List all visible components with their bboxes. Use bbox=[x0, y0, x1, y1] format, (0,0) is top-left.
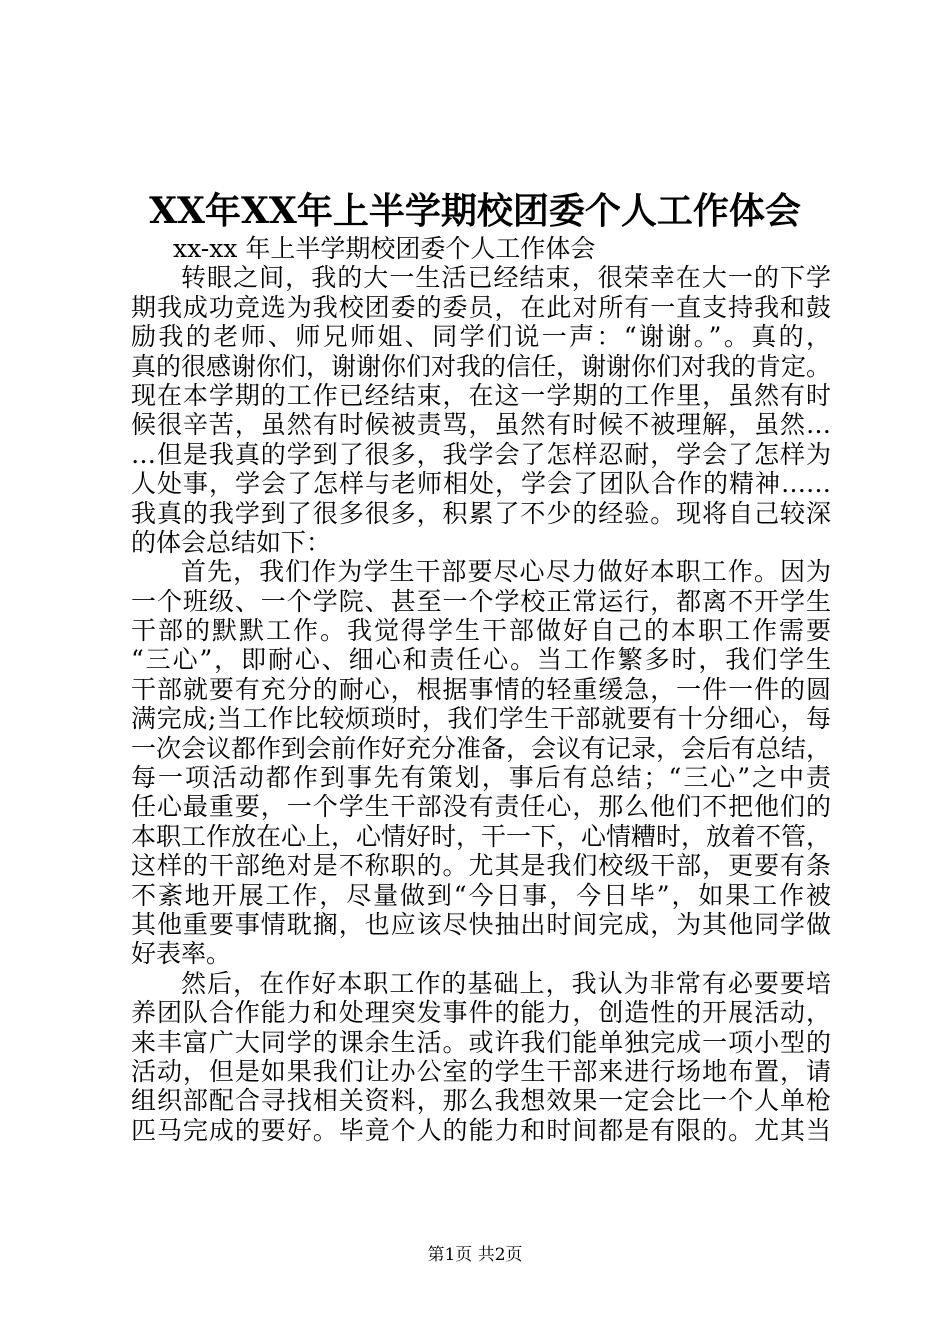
text-line: 我真的我学到了很多很多，积累了不少的经验。现将自己较深 bbox=[131, 498, 831, 528]
text-line: 励我的老师、师兄师姐、同学们说一声：“谢谢。”。真的， bbox=[131, 322, 831, 352]
text-line: “三心”，即耐心、细心和责任心。当工作繁多时，我们学生 bbox=[131, 645, 831, 675]
text-line: 养团队合作能力和处理突发事件的能力，创造性的开展活动， bbox=[131, 998, 831, 1028]
page-number: 第1页 共2页 bbox=[427, 1245, 523, 1265]
text-line: 转眼之间，我的大一生活已经结束，很荣幸在大一的下学 bbox=[181, 263, 831, 293]
document-body bbox=[131, 234, 831, 1145]
text-line: 活动，但是如果我们让办公室的学生干部来进行场地布置，请 bbox=[131, 1056, 831, 1086]
text-line: 干部就要有充分的耐心，根据事情的轻重缓急，一件一件的圆 bbox=[131, 674, 831, 704]
document-title: XX年XX年上半学期校团委个人工作体会 bbox=[149, 190, 801, 232]
text-line: 人处事，学会了怎样与老师相处，学会了团队合作的精神…… bbox=[131, 469, 831, 499]
text-line: 满完成;当工作比较烦琐时，我们学生干部就要有十分细心，每 bbox=[131, 704, 831, 734]
text-line: …但是我真的学到了很多，我学会了怎样忍耐，学会了怎样为 bbox=[131, 439, 831, 469]
document-subtitle: xx-xx 年上半学期校团委个人工作体会 bbox=[173, 234, 596, 263]
text-line: 一次会议都作到会前作好充分准备，会议有记录，会后有总结， bbox=[131, 733, 831, 763]
text-line: 干部的默默工作。我觉得学生干部做好自己的本职工作需要 bbox=[131, 616, 831, 646]
text-line: 来丰富广大同学的课余生活。或许我们能单独完成一项小型的 bbox=[131, 1027, 831, 1057]
text-line: 本职工作放在心上，心情好时，干一下，心情糟时，放着不管， bbox=[131, 821, 831, 851]
text-line: 好表率。 bbox=[131, 939, 232, 969]
text-line: 这样的干部绝对是不称职的。尤其是我们校级干部，更要有条 bbox=[131, 851, 831, 881]
text-line: 组织部配合寻找相关资料，那么我想效果一定会比一个人单枪 bbox=[131, 1086, 831, 1116]
text-line: 期我成功竞选为我校团委的委员，在此对所有一直支持我和鼓 bbox=[131, 292, 831, 322]
text-line: 的体会总结如下： bbox=[131, 527, 332, 557]
text-line: 每一项活动都作到事先有策划，事后有总结；“三心”之中责 bbox=[131, 763, 831, 793]
text-line: 现在本学期的工作已经结束，在这一学期的工作里，虽然有时 bbox=[131, 380, 831, 410]
page-footer bbox=[0, 1243, 950, 1267]
text-line: 不紊地开展工作，尽量做到“今日事，今日毕”，如果工作被 bbox=[131, 880, 831, 910]
text-line: 其他重要事情耽搁，也应该尽快抽出时间完成，为其他同学做 bbox=[131, 909, 831, 939]
text-line: 然后，在作好本职工作的基础上，我认为非常有必要要培 bbox=[181, 968, 831, 998]
text-line: 真的很感谢你们，谢谢你们对我的信任，谢谢你们对我的肯定。 bbox=[131, 351, 831, 381]
text-line: 首先，我们作为学生干部要尽心尽力做好本职工作。因为 bbox=[181, 557, 831, 587]
text-line: 匹马完成的要好。毕竟个人的能力和时间都是有限的。尤其当 bbox=[131, 1115, 831, 1145]
text-line: 候很辛苦，虽然有时候被责骂，虽然有时候不被理解，虽然… bbox=[131, 410, 831, 440]
text-line: 任心最重要，一个学生干部没有责任心，那么他们不把他们的 bbox=[131, 792, 831, 822]
text-line: 一个班级、一个学院、甚至一个学校正常运行，都离不开学生 bbox=[131, 586, 831, 616]
